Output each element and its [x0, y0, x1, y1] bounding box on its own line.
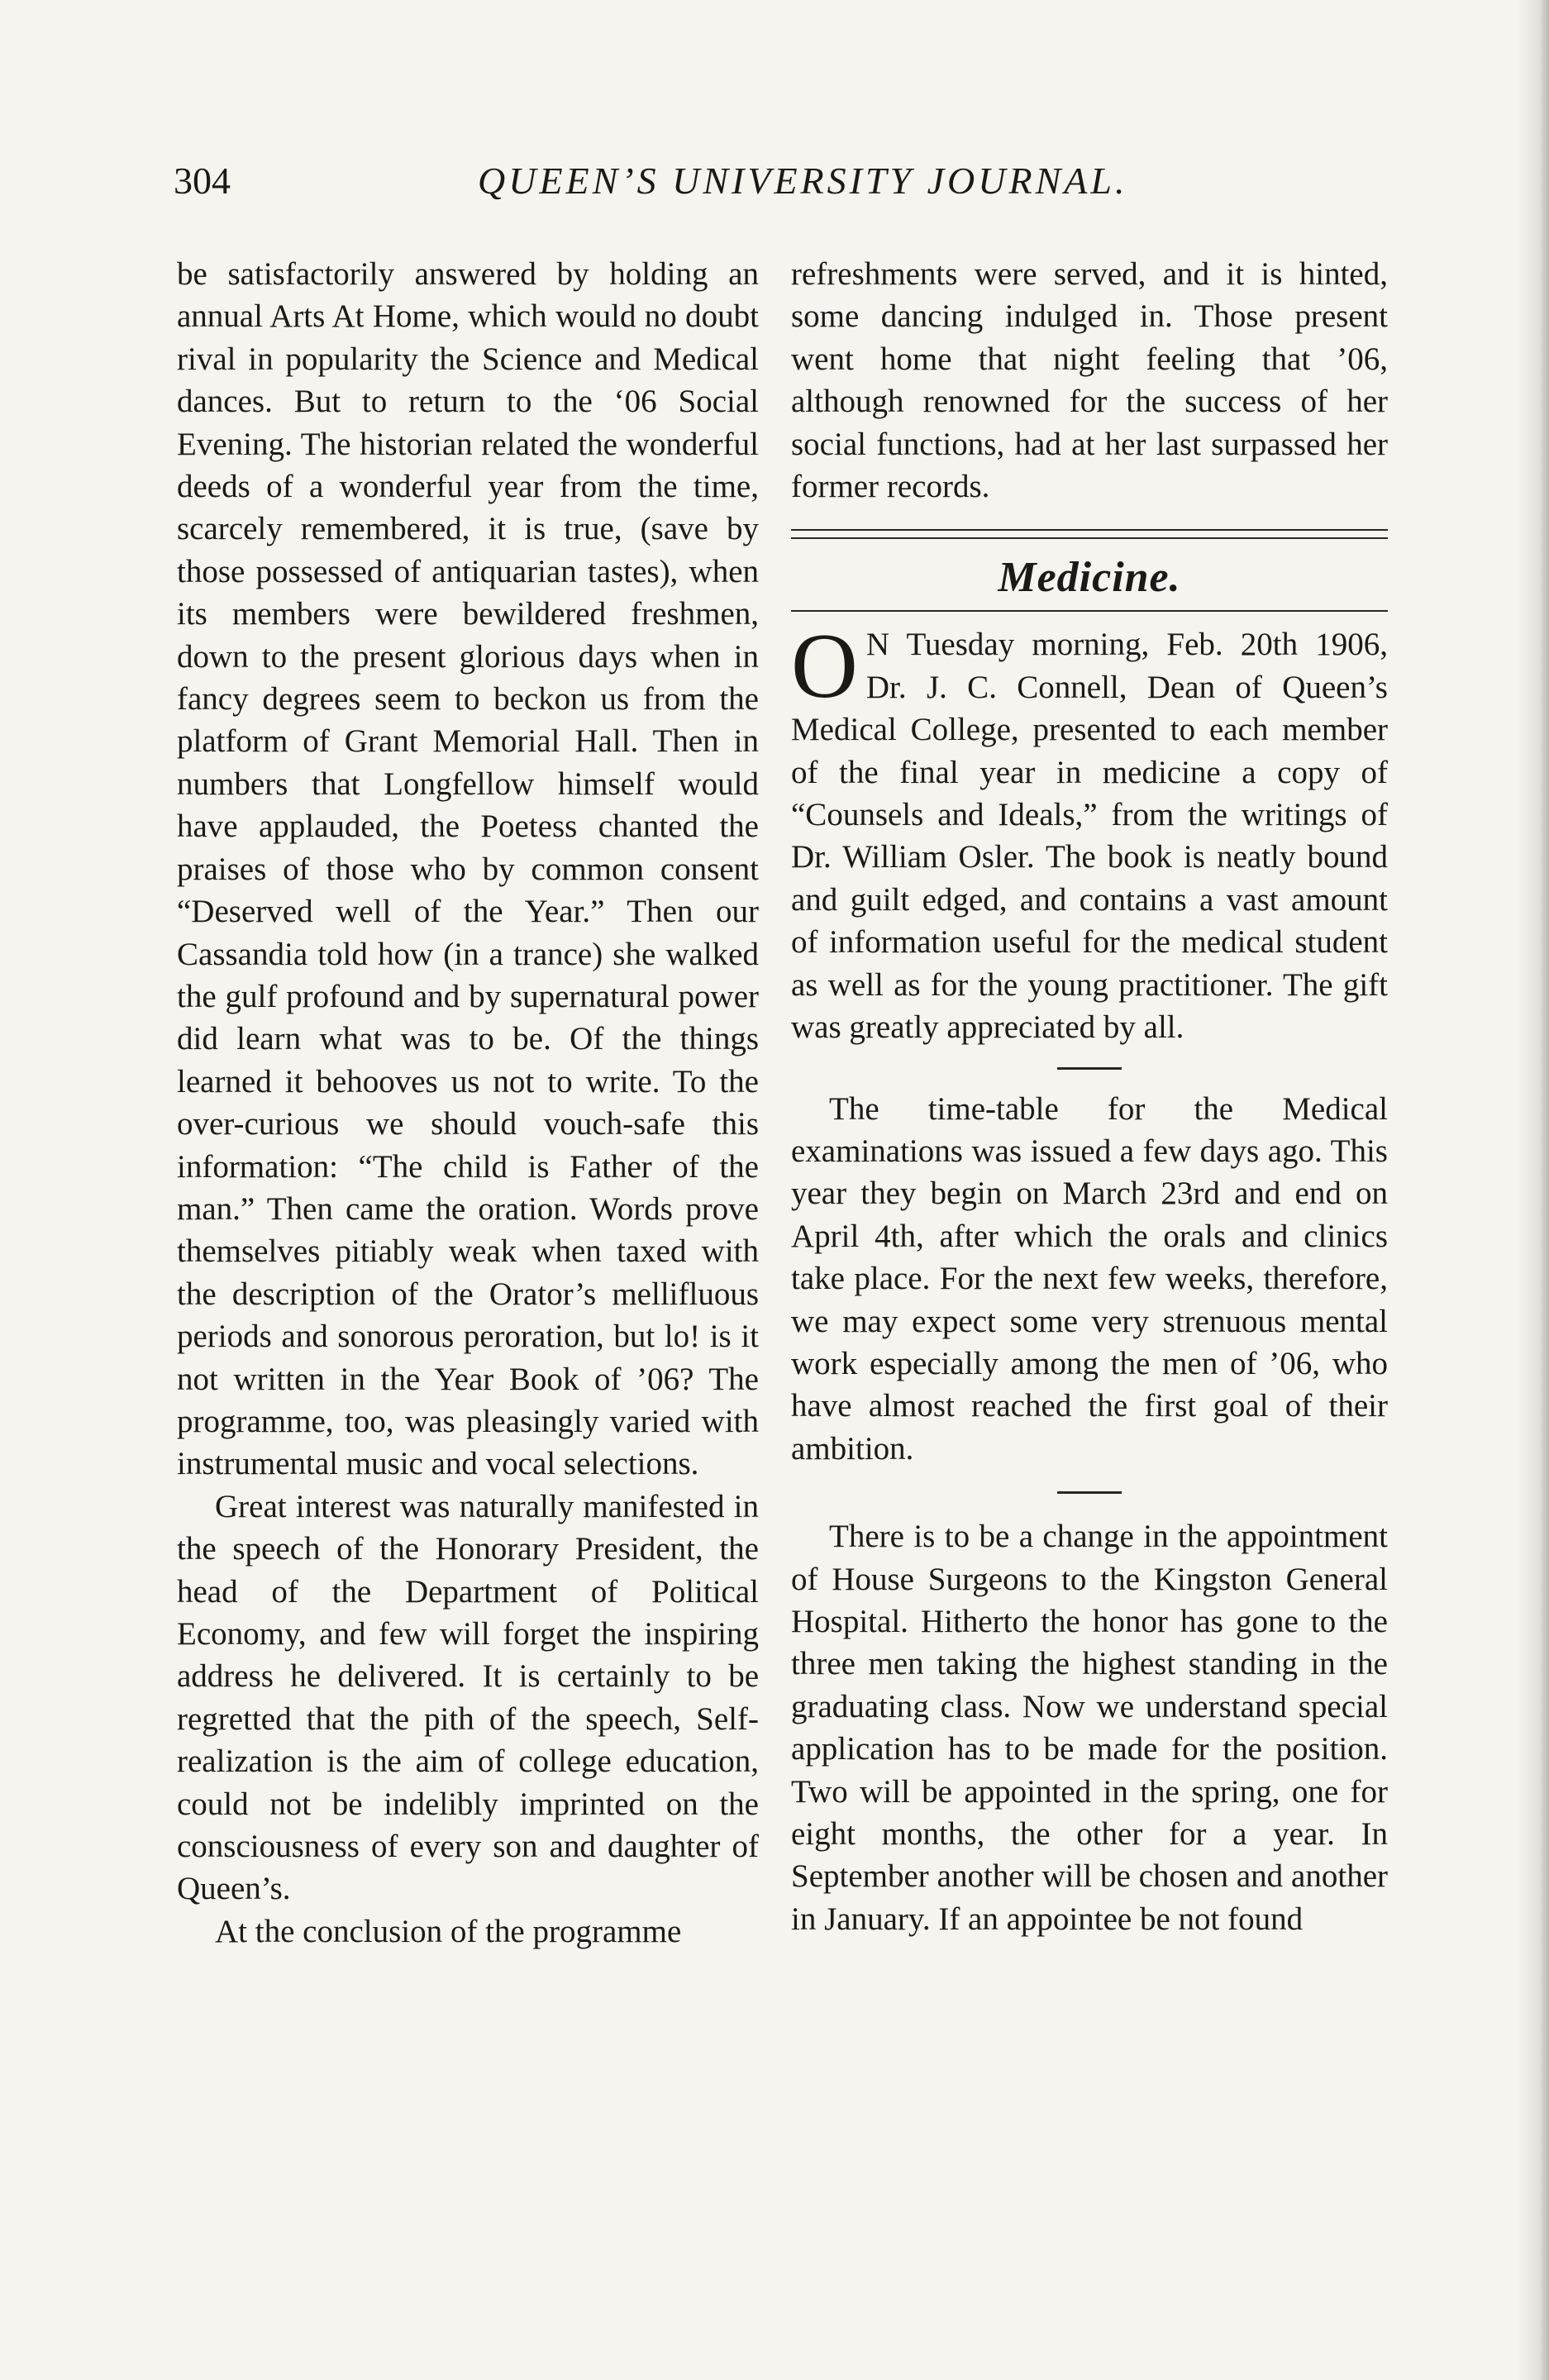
- left-column: [177, 253, 759, 1953]
- scan-edge-shadow: [1516, 0, 1549, 2380]
- journal-title: QUEEN’S UNIVERSITY JOURNAL.: [478, 160, 1128, 202]
- left-paragraph-2: Great interest was naturally manifested in the speech of the Honorary President, the head of the Department of Political Economy, and few will forget the inspiring address he delivered. It is certainly to be regretted that the pith of the speech, Self-realization is the aim of college education, could not be indelibly imprinted on the consciousness of every son and daughter of Queen’s.: [177, 1488, 759, 1907]
- medicine-paragraph-1: [791, 615, 1388, 1048]
- left-paragraph-1: be satisfactorily answered by holding an annual Arts At Home, which would no doubt rival in popularity the Science and Medical dances. But to return to the ‘06 Social Evening. The historian related the wonderful deeds of a wonderful year from the time, scarcely remembered, it is true, (save by those possessed of antiquarian tastes), when its members were bewildered freshmen, down to the present glorious days when in fancy degrees seem to beckon us from the platform of Grant Memorial Hall. Then in numbers that Longfellow himself would have applauded, the Poetess chanted the praises of those who by common consent “Deserved well of the Year.” Then our Cassandia told how (in a trance) she walked the gulf profound and by supernatural power did learn what was to be. Of the things learned it behooves us not to write. To the over-curious we should vouch-safe this information: “The child is Father of the man.” Then came the oration. Words prove themselves pitiably weak when taxed with the description of the Orator’s mellifluous periods and sonorous peroration, but lo! is it not written in the Year Book of ’06? The programme, too, was pleasingly varied with instrumental music and vocal selections.: [177, 256, 759, 1482]
- medicine-paragraph-3: There is to be a change in the appointment of House Surgeons to the Kingston General Hospital. Hitherto the honor has gone to the three men taking the highest standing in the graduating class. Now we understand special application has to be made for the position. Two will be appointed in the spring, one for eight months, the other for a year. In September another will be chosen and another in January. If an appointee be not found: [791, 1519, 1388, 1937]
- right-column: [791, 253, 1388, 1940]
- paragraph-separator: [1057, 1067, 1122, 1070]
- medicine-paragraph-1-text: N Tuesday morning, Feb. 20th 1906, Dr. J. C. Connell, Dean of Queen’s Medical College, presented to each member of the final year in medicine a copy of “Counsels and Ideals,” from the writings of Dr. William Osler. The book is neatly bound and guilt edged, and contains a vast amount of information useful for the medical student as well as for the young practitioner. The gift was greatly appreciated by all.: [791, 627, 1388, 1046]
- paragraph-separator: [1057, 1491, 1122, 1494]
- social-evening-continuation: refreshments were served, and it is hinted, some dancing indulged in. Those present went home that night feeling that ’06, although renowned for the success of her social functions, had at her last surpassed her former records.: [791, 256, 1388, 505]
- left-paragraph-3: At the conclusion of the programme: [215, 1913, 682, 1949]
- drop-cap: O: [791, 615, 858, 718]
- heading-underline: [791, 610, 1388, 612]
- page-number: 304: [174, 160, 231, 202]
- page-header: [0, 159, 1549, 208]
- section-divider: [791, 529, 1388, 539]
- medicine-heading: Medicine.: [998, 554, 1181, 602]
- medicine-paragraph-2: The time-table for the Medical examinations was issued a few days ago. This year they begin on March 23rd and end on April 4th, after which the orals and clinics take place. For the next few weeks, therefore, we may expect some very strenuous mental work especially among the men of ’06, who have almost reached the first goal of their ambition.: [791, 1090, 1388, 1467]
